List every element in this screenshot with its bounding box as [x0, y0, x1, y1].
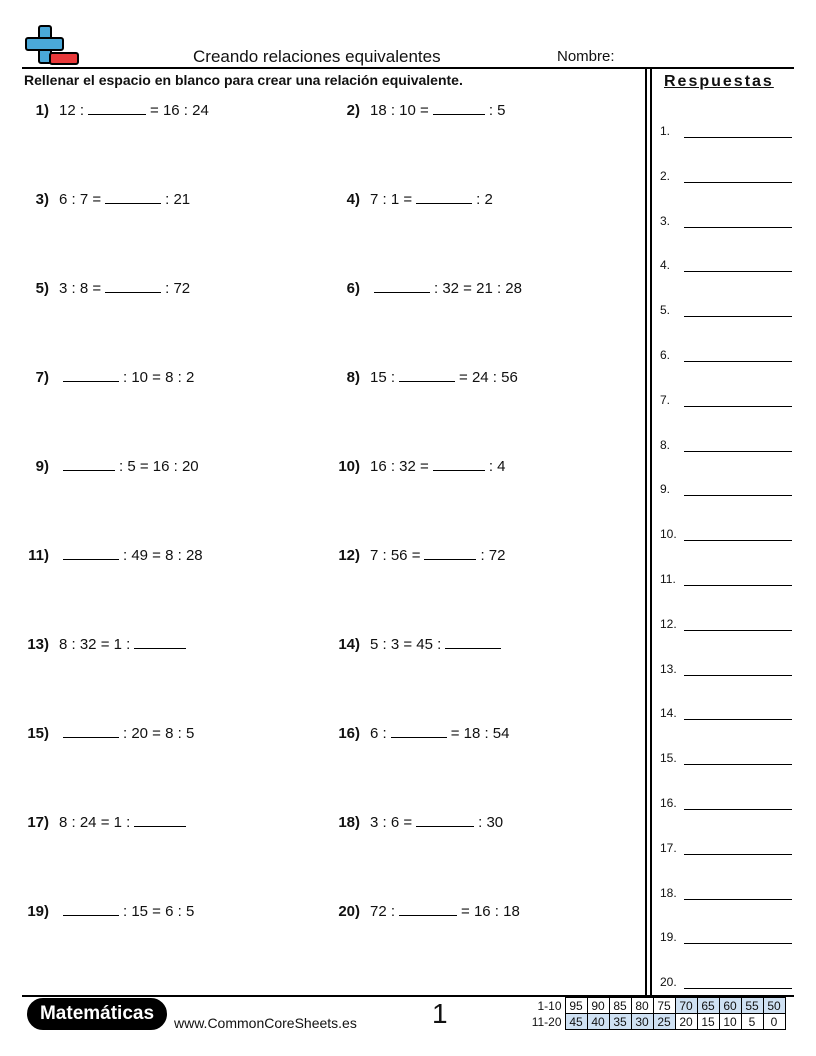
problem-text-before: 12 :	[59, 102, 85, 119]
problem-15	[22, 725, 194, 742]
answer-label: 7.	[660, 392, 671, 407]
answer-blank[interactable]	[445, 636, 501, 649]
problem-text-after: : 21	[165, 191, 191, 208]
answer-label: 20.	[660, 975, 677, 990]
problem-number: 5)	[35, 280, 49, 297]
answer-line-7[interactable]	[660, 393, 792, 407]
problem-text-before: 6 : 7 =	[59, 191, 102, 208]
score-cell: 15	[697, 1014, 719, 1030]
problem-number: 13)	[27, 636, 49, 653]
answer-blank[interactable]	[424, 547, 476, 560]
math-logo-icon	[24, 25, 80, 67]
problem-2	[333, 102, 506, 119]
problem-number: 12)	[338, 547, 360, 564]
answer-label: 10.	[660, 527, 677, 542]
score-cell: 45	[565, 1014, 587, 1030]
answer-line-3[interactable]	[660, 214, 792, 228]
answer-blank[interactable]	[391, 725, 447, 738]
answer-label: 17.	[660, 840, 677, 855]
score-cell: 10	[719, 1014, 741, 1030]
score-cell: 50	[763, 998, 785, 1014]
score-row	[525, 998, 785, 1014]
problem-13	[22, 636, 190, 653]
problem-number: 20)	[338, 903, 360, 920]
score-cell: 95	[565, 998, 587, 1014]
problem-text-after: : 72	[480, 547, 506, 564]
problem-12	[333, 547, 506, 564]
answer-line-14[interactable]	[660, 706, 792, 720]
problem-number: 2)	[346, 102, 360, 119]
score-cell: 90	[587, 998, 609, 1014]
answer-line-11[interactable]	[660, 572, 792, 586]
problem-text-after: : 4	[488, 458, 506, 475]
answer-label: 16.	[660, 796, 677, 810]
answer-blank[interactable]	[134, 814, 186, 827]
problem-text-after: : 10 = 8 : 2	[123, 369, 195, 386]
problem-number: 11)	[28, 547, 49, 564]
answer-underline[interactable]	[684, 529, 792, 541]
problem-text-after: = 16 : 24	[150, 102, 209, 119]
answer-line-8[interactable]	[660, 438, 792, 452]
answer-underline[interactable]	[684, 753, 792, 765]
score-row	[525, 1014, 785, 1030]
score-cell: 85	[609, 998, 631, 1014]
problem-text-before: 3 : 8 =	[59, 280, 102, 297]
score-row-label: 11-20	[531, 1014, 562, 1029]
problem-text-before: 8 : 24 = 1 :	[59, 814, 131, 831]
header-divider	[22, 67, 794, 69]
answer-line-10[interactable]	[660, 527, 792, 541]
answer-blank[interactable]	[105, 191, 161, 204]
answer-underline[interactable]	[684, 305, 792, 317]
problem-text-before: 6 :	[370, 725, 387, 742]
score-row-label: 1-10	[537, 998, 562, 1013]
answer-label: 9.	[660, 482, 671, 497]
answers-title: Respuestas	[664, 73, 774, 90]
problem-number: 3)	[35, 191, 49, 208]
problem-11	[22, 547, 203, 564]
answer-line-1[interactable]	[660, 124, 792, 138]
problem-text-before: 16 : 32 =	[370, 458, 429, 475]
answer-line-5[interactable]	[660, 303, 792, 317]
problem-text-before: 8 : 32 = 1 :	[59, 636, 131, 653]
score-cell: 35	[609, 1014, 631, 1030]
problem-text-after: : 5 = 16 : 20	[119, 458, 199, 475]
answer-blank[interactable]	[416, 191, 472, 204]
answer-line-13[interactable]	[660, 662, 792, 676]
problem-number: 10)	[338, 458, 360, 475]
problem-number: 16)	[338, 725, 360, 742]
answer-line-12[interactable]	[660, 617, 792, 631]
problem-number: 18)	[338, 814, 360, 831]
problem-3	[22, 191, 190, 208]
problem-number: 4)	[346, 191, 360, 208]
answer-label: 19.	[660, 930, 677, 945]
answer-label: 4.	[660, 258, 671, 273]
problem-14	[333, 636, 505, 653]
answer-underline[interactable]	[684, 977, 792, 989]
answer-blank[interactable]	[416, 814, 474, 827]
score-cell: 70	[675, 998, 697, 1014]
answer-underline[interactable]	[684, 664, 792, 676]
site-url: www.CommonCoreSheets.es	[174, 1015, 357, 1031]
answer-line-15[interactable]	[660, 751, 792, 765]
answer-underline[interactable]	[684, 216, 792, 228]
problem-text-after: : 49 = 8 : 28	[123, 547, 203, 564]
answer-underline[interactable]	[684, 574, 792, 586]
problem-number: 1)	[35, 102, 49, 119]
score-cell: 30	[631, 1014, 653, 1030]
score-table	[525, 997, 786, 1030]
answer-underline[interactable]	[684, 260, 792, 272]
answer-blank[interactable]	[63, 547, 119, 560]
score-cell: 5	[741, 1014, 763, 1030]
answer-blank[interactable]	[63, 369, 119, 382]
score-cell: 40	[587, 1014, 609, 1030]
answer-underline[interactable]	[684, 484, 792, 496]
problem-number: 15)	[27, 725, 49, 742]
problem-1	[22, 102, 209, 119]
problem-text-after: : 2	[476, 191, 493, 208]
answer-line-4[interactable]	[660, 258, 792, 272]
answer-line-9[interactable]	[660, 482, 792, 496]
problem-10	[333, 458, 506, 475]
score-cell: 60	[719, 998, 741, 1014]
answer-line-2[interactable]	[660, 169, 792, 183]
problem-text-after: : 5	[488, 102, 506, 119]
answer-underline[interactable]	[684, 171, 792, 183]
answer-label: 3.	[660, 213, 671, 228]
answer-label: 5.	[660, 303, 671, 318]
answer-label: 1.	[660, 124, 671, 138]
score-cell: 0	[763, 1014, 785, 1030]
answer-label: 11.	[660, 572, 676, 586]
problem-9	[22, 458, 199, 475]
answer-column-divider	[650, 69, 652, 995]
score-cell: 25	[653, 1014, 675, 1030]
answer-blank[interactable]	[399, 903, 457, 916]
problem-text-after: = 18 : 54	[450, 725, 510, 742]
answer-underline[interactable]	[684, 350, 792, 362]
problem-7	[22, 369, 194, 386]
page-title: Creando relaciones equivalentes	[193, 47, 441, 66]
problem-6	[333, 280, 522, 297]
answer-underline[interactable]	[684, 708, 792, 720]
problem-4	[333, 191, 493, 208]
problem-text-after: : 20 = 8 : 5	[123, 725, 195, 742]
answer-underline[interactable]	[684, 126, 792, 138]
name-label: Nombre:	[557, 48, 615, 65]
score-cell: 65	[697, 998, 719, 1014]
answer-blank[interactable]	[433, 458, 485, 471]
problem-18	[333, 814, 503, 831]
answer-label: 15.	[660, 751, 677, 766]
problem-text-after: : 32 = 21 : 28	[434, 280, 522, 297]
problem-text-before: 7 : 56 =	[370, 547, 421, 564]
answer-underline[interactable]	[684, 843, 792, 855]
problem-text-after: : 30	[478, 814, 504, 831]
problem-text-before: 5 : 3 = 45 :	[370, 636, 442, 653]
score-cell: 80	[631, 998, 653, 1014]
answer-label: 2.	[660, 168, 671, 183]
answer-blank[interactable]	[399, 369, 455, 382]
problem-number: 19)	[27, 903, 49, 920]
score-cell: 75	[653, 998, 675, 1014]
answer-blank[interactable]	[374, 280, 430, 293]
problem-text-after: = 24 : 56	[459, 369, 518, 386]
brand-badge: Matemáticas	[27, 998, 167, 1030]
problem-16	[333, 725, 510, 742]
problem-text-after: : 15 = 6 : 5	[123, 903, 195, 920]
answer-line-19[interactable]	[660, 930, 792, 944]
score-cell: 55	[741, 998, 763, 1014]
answer-blank[interactable]	[105, 280, 161, 293]
answer-label: 8.	[660, 437, 671, 452]
problem-number: 9)	[35, 458, 49, 475]
problem-text-after: : 72	[165, 280, 191, 297]
instructions: Rellenar el espacio en blanco para crear una relación equivalente.	[24, 72, 463, 88]
problem-text-before: 3 : 6 =	[370, 814, 413, 831]
answer-label: 12.	[660, 616, 677, 631]
problem-text-before: 18 : 10 =	[370, 102, 429, 119]
answer-label: 18.	[660, 885, 677, 900]
problem-number: 6)	[346, 280, 360, 297]
problem-20	[333, 903, 520, 920]
problem-text-before: 15 :	[370, 369, 396, 386]
answer-underline[interactable]	[684, 798, 792, 810]
problem-text-before: 7 : 1 =	[370, 191, 413, 208]
problem-number: 8)	[346, 369, 360, 386]
answer-underline[interactable]	[684, 619, 792, 631]
answer-blank[interactable]	[63, 725, 119, 738]
problem-number: 17)	[27, 814, 49, 831]
answer-underline[interactable]	[684, 440, 792, 452]
page-number: 1	[432, 998, 448, 1029]
answer-underline[interactable]	[684, 888, 792, 900]
score-cell: 20	[675, 1014, 697, 1030]
answer-underline[interactable]	[684, 395, 792, 407]
answer-line-20[interactable]	[660, 975, 792, 989]
problem-text-before: 72 :	[370, 903, 396, 920]
answer-blank[interactable]	[88, 102, 146, 115]
answer-line-17[interactable]	[660, 841, 792, 855]
answer-column-divider	[645, 69, 647, 995]
answer-label: 13.	[660, 661, 677, 676]
problem-8	[333, 369, 518, 386]
answer-label: 6.	[660, 348, 671, 362]
answer-blank[interactable]	[134, 636, 186, 649]
problem-number: 7)	[35, 369, 49, 386]
answer-label: 14.	[660, 706, 677, 721]
answer-blank[interactable]	[433, 102, 485, 115]
answer-underline[interactable]	[684, 932, 792, 944]
answer-line-6[interactable]	[660, 348, 792, 362]
problem-5	[22, 280, 190, 297]
problem-text-after: = 16 : 18	[461, 903, 520, 920]
problem-number: 14)	[338, 636, 360, 653]
answer-blank[interactable]	[63, 903, 119, 916]
answer-blank[interactable]	[63, 458, 115, 471]
problem-19	[22, 903, 194, 920]
answer-line-18[interactable]	[660, 886, 792, 900]
problem-17	[22, 814, 190, 831]
answer-line-16[interactable]	[660, 796, 792, 810]
